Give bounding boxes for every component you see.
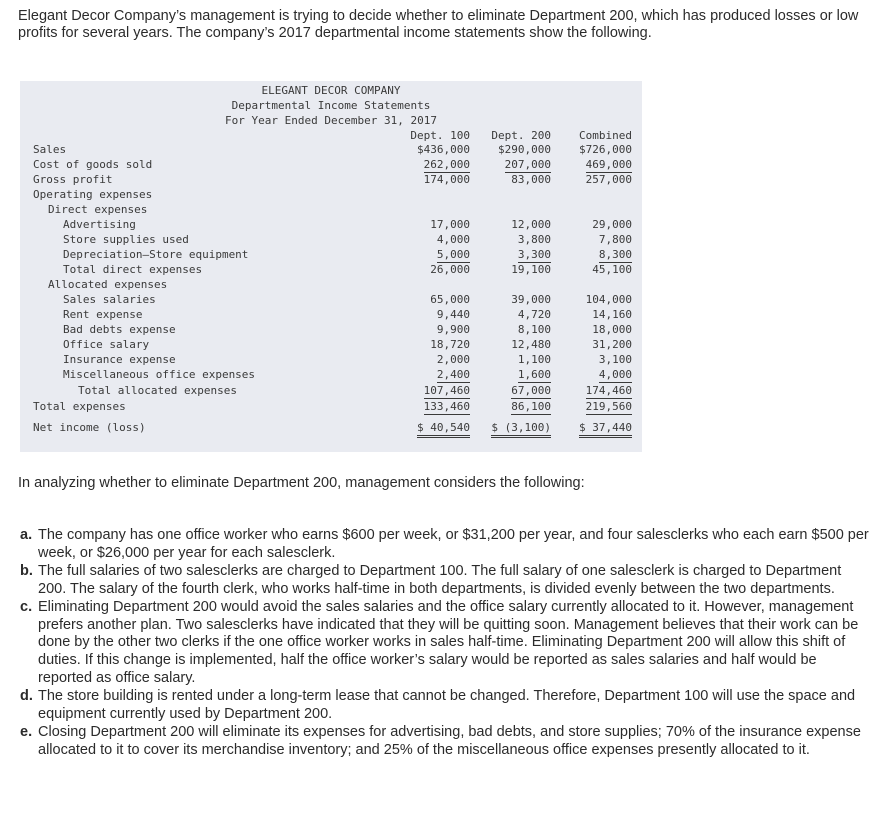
cell: 4,000: [598, 368, 632, 381]
item-text: Eliminating Department 200 would avoid the sales salaries and the office salary currently allocated to it. However, management prefers another plan. Two salesclerks have indicated that they will be quitting soon. Management believes that their work can be done by the other two clerks if the one office worker works in sales half-time. Eliminating Department 200 will allow this shift of duties. If this change is implemented, half the office worker’s salary would be reported as sales salaries and half would be reported as office salary.: [38, 598, 859, 687]
cell: 12,480: [511, 338, 551, 351]
cell: 67,000: [511, 384, 551, 397]
cell: $ 37,440: [579, 421, 632, 438]
cell: 65,000: [430, 293, 470, 306]
item-text: Closing Department 200 will eliminate its expenses for advertising, bad debts, and store supplies; 70% of the insurance expense allocated to it to cover its merchandise inventory; and 25% of the miscellaneous office expenses presently allocated to it.: [38, 723, 861, 758]
statement-company: ELEGANT DECOR COMPANY: [261, 84, 401, 97]
list-item: [18, 688, 872, 724]
column-header-combined: Combined: [579, 129, 632, 142]
row-label-sales: Sales: [33, 143, 67, 156]
cell: 3,100: [598, 353, 632, 366]
cell: 1,100: [517, 353, 551, 366]
cell: 174,000: [423, 173, 470, 186]
cell: 18,000: [592, 323, 632, 336]
cell: 3,300: [517, 248, 551, 261]
row-label-allocated-expenses: Allocated expenses: [48, 278, 168, 291]
cell: $726,000: [579, 143, 632, 156]
cell: 39,000: [511, 293, 551, 306]
row-label-operating-expenses: Operating expenses: [33, 188, 153, 201]
cell: 469,000: [585, 158, 632, 171]
item-letter: a.: [20, 527, 33, 543]
cell: 14,160: [592, 308, 632, 321]
cell: 9,440: [436, 308, 470, 321]
analysis-intro: In analyzing whether to eliminate Department 200, management considers the following:: [18, 475, 585, 491]
row-label-direct-expenses: Direct expenses: [48, 203, 148, 216]
list-item: [18, 527, 872, 563]
row-label-gross-profit: Gross profit: [33, 173, 113, 186]
cell: 17,000: [430, 218, 470, 231]
cell: 1,600: [517, 368, 551, 381]
row-label-depreciation: Depreciation—Store equipment: [63, 248, 249, 261]
item-text: The full salaries of two salesclerks are charged to Department 100. The full salary of one salesclerk is charged to Department 200. The salary of the fourth clerk, who works half-time in both departments, is divided evenly between the two departments.: [38, 562, 842, 597]
row-label-advertising: Advertising: [63, 218, 136, 231]
item-letter: d.: [20, 688, 33, 705]
cell: 9,900: [436, 323, 470, 336]
income-statement-table: [20, 81, 642, 452]
row-label-insurance: Insurance expense: [63, 353, 176, 366]
row-label-store-supplies: Store supplies used: [63, 233, 189, 246]
statement-title: Departmental Income Statements: [231, 99, 431, 112]
cell: 4,720: [517, 308, 551, 321]
cell: 83,000: [511, 173, 551, 186]
cell: 19,100: [511, 263, 551, 276]
cell: 174,460: [585, 384, 632, 397]
cell: 31,200: [592, 338, 632, 351]
list-item: [18, 599, 872, 689]
cell: 107,460: [423, 384, 470, 397]
cell: 8,300: [598, 248, 632, 261]
cell: 45,100: [592, 263, 632, 276]
list-item: [18, 724, 872, 760]
cell: 12,000: [511, 218, 551, 231]
cell: 257,000: [585, 173, 632, 186]
cell: 3,800: [517, 233, 551, 246]
list-item: [18, 563, 872, 599]
cell: 133,460: [423, 400, 470, 413]
row-label-office-salary: Office salary: [63, 338, 150, 351]
cell: 29,000: [592, 218, 632, 231]
row-label-sales-salaries: Sales salaries: [63, 293, 156, 306]
cell: 4,000: [436, 233, 470, 246]
item-letter: c.: [20, 598, 33, 615]
considerations-list: [18, 527, 872, 760]
cell: $290,000: [498, 143, 551, 156]
cell: $ 40,540: [417, 421, 470, 438]
cell: 5,000: [436, 248, 470, 261]
row-label-misc-office: Miscellaneous office expenses: [63, 368, 256, 381]
row-label-rent: Rent expense: [63, 308, 143, 321]
item-text: The company has one office worker who earns $600 per week, or $31,200 per year, and four salesclerks who each earn $500 per week, or $26,000 per year for each salesclerk.: [38, 527, 869, 561]
row-label-total-direct: Total direct expenses: [63, 263, 203, 276]
row-label-total-expenses: Total expenses: [33, 400, 126, 413]
cell: 8,100: [517, 323, 551, 336]
cell: 104,000: [585, 293, 632, 306]
row-label-bad-debts: Bad debts expense: [63, 323, 176, 336]
cell: 207,000: [504, 158, 551, 171]
row-label-net-income: Net income (loss): [33, 421, 146, 434]
column-header-dept-100: Dept. 100: [410, 129, 470, 142]
column-header-dept-200: Dept. 200: [491, 129, 551, 142]
cell: 7,800: [598, 233, 632, 246]
cell: 26,000: [430, 263, 470, 276]
cell: 86,100: [511, 400, 551, 413]
item-letter: b.: [20, 562, 33, 579]
cell: 2,000: [436, 353, 470, 366]
row-label-cogs: Cost of goods sold: [33, 158, 153, 171]
cell: $436,000: [417, 143, 470, 156]
row-label-total-allocated: Total allocated expenses: [78, 384, 237, 397]
cell: 262,000: [423, 158, 470, 171]
cell: 219,560: [585, 400, 632, 413]
item-letter: e.: [20, 723, 33, 740]
cell: 18,720: [430, 338, 470, 351]
intro-paragraph: Elegant Decor Company’s management is trying to decide whether to eliminate Department 200, which has produced losses or low profits for several years. The company’s 2017 departmental income statements show the following.: [18, 8, 859, 41]
cell: 2,400: [436, 368, 470, 381]
statement-period: For Year Ended December 31, 2017: [225, 114, 437, 127]
item-text: The store building is rented under a long-term lease that cannot be changed. Therefore, Department 100 will use the space and equipment currently used by Department 200.: [38, 688, 856, 723]
cell: $ (3,100): [491, 421, 551, 438]
